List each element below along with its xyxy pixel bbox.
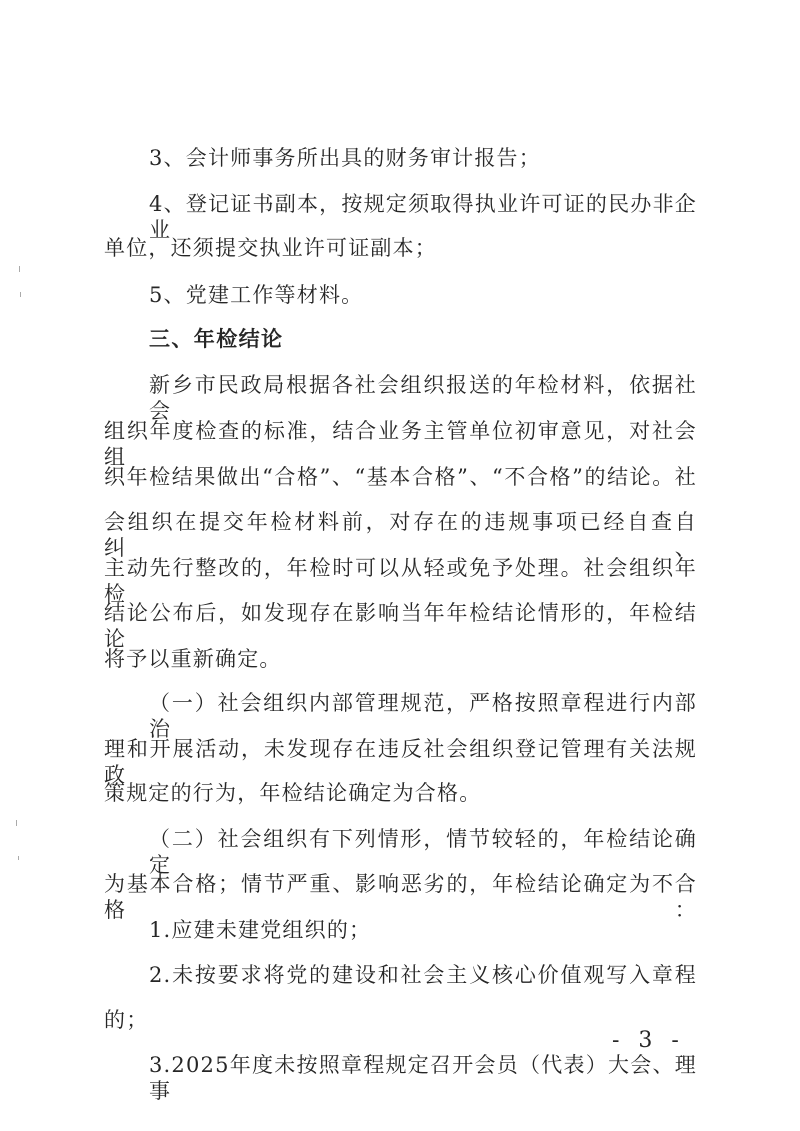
paragraph-line: 主动先行整改的，年检时可以从轻或免予处理。社会组织年检 xyxy=(104,556,697,606)
scan-mark xyxy=(20,292,21,297)
clause-1-line: 理和开展活动，未发现存在违反社会组织登记管理有关法规政 xyxy=(104,737,697,787)
sub-item-2: 2.未按要求将党的建设和社会主义核心价值观写入章程 xyxy=(149,963,697,987)
clause-1-line: 策规定的行为，年检结论确定为合格。 xyxy=(104,781,482,805)
clause-1-line: （一）社会组织内部管理规范，严格按照章程进行内部治 xyxy=(149,691,697,741)
paragraph-line: 结论公布后，如发现存在影响当年年检结论情形的，年检结论 xyxy=(104,601,697,651)
scan-mark xyxy=(19,266,20,272)
paragraph-line: 组织年度检查的标准，结合业务主管单位初审意见，对社会组 xyxy=(104,419,697,469)
list-item-3: 3、会计师事务所出具的财务审计报告； xyxy=(149,146,541,170)
paragraph-line: 织年检结果做出“合格”、“基本合格”、“不合格”的结论。社 xyxy=(104,465,697,489)
paragraph-line: 将予以重新确定。 xyxy=(104,647,282,671)
list-item-4-cont: 单位，还须提交执业许可证副本； xyxy=(104,236,437,260)
scan-mark xyxy=(18,856,19,860)
sub-item-2-cont: 的； xyxy=(104,1008,149,1032)
clause-2-line: （二）社会组织有下列情形，情节较轻的，年检结论确定 xyxy=(149,827,697,877)
scan-mark xyxy=(16,820,17,826)
section-heading: 三、年检结论 xyxy=(149,327,284,351)
paragraph-line: 会组织在提交年检材料前，对存在的违规事项已经自查自纠、 xyxy=(104,510,697,560)
paragraph-line: 新乡市民政局根据各社会组织报送的年检材料，依据社会 xyxy=(149,373,697,423)
list-item-4: 4、登记证书副本，按规定须取得执业许可证的民办非企业 xyxy=(149,192,697,242)
sub-item-3: 3.2025年度未按照章程规定召开会员（代表）大会、理事 xyxy=(149,1053,697,1103)
list-item-5: 5、党建工作等材料。 xyxy=(149,283,364,307)
clause-2-line: 为基本合格；情节严重、影响恶劣的，年检结论确定为不合格： xyxy=(104,872,697,922)
sub-item-1: 1.应建未建党组织的； xyxy=(149,918,372,942)
page-number: - 3 - xyxy=(612,1028,685,1053)
